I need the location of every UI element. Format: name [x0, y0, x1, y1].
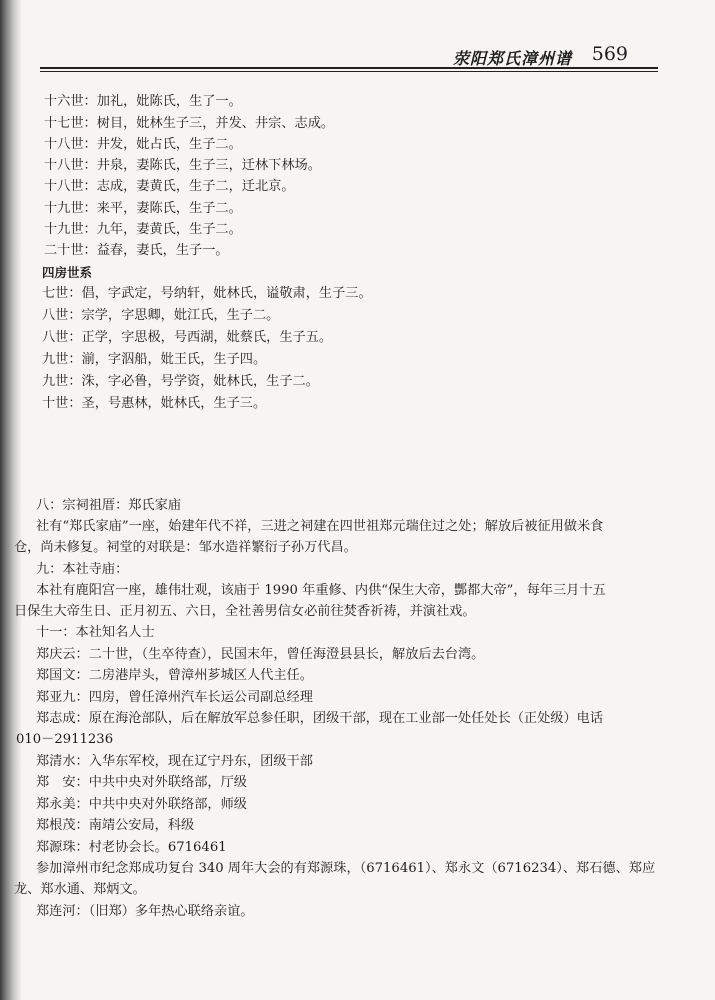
text-line: 十六世：加礼，妣陈氏，生了一。	[44, 94, 242, 109]
text-line: 十九世：来平，妻陈氏，生子二。	[44, 201, 242, 216]
text-line: 二十世：益春，妻氏，生子一。	[44, 243, 229, 258]
text-line: 郑根茂：南靖公安局，科级	[36, 818, 195, 833]
text-line: 郑亚九：四房，曾任漳州汽车长运公司副总经理	[36, 690, 313, 705]
text-line: 十一：本社知名人士	[36, 625, 155, 640]
page-header	[40, 40, 658, 72]
text-line: 八：宗祠祖厝：郑氏家庙	[36, 498, 182, 513]
text-line: 郑庆云：二十世，（生卒待查），民国末年，曾任海澄县县长，解放后去台湾。	[36, 647, 485, 662]
text-line: 十八世：井发，妣占氏，生子二。	[44, 137, 242, 152]
text-line: 七世：倡，字武定，号纳轩，妣林氏，谥敬肃，生子三。	[42, 286, 372, 301]
header-rule	[40, 67, 658, 69]
text-line: 郑源珠：村老协会长。6716461	[36, 840, 227, 855]
text-line: 社有“郑氏家庙”一座，始建年代不祥，三进之祠建在四世祖郑元瑞住过之处；解放后被征用做米食	[36, 519, 604, 534]
text-line: 郑国文：二房港岸头，曾漳州芗城区人代主任。	[36, 668, 313, 683]
text-line: 010－2911236	[16, 732, 114, 747]
text-line: 十八世：志成，妻黄氏，生子二，迁北京。	[44, 179, 295, 194]
text-line: 郑志成：原在海沧部队，后在解放军总参任职，团级干部，现在工业部一处任处长（正处级）电话	[36, 711, 604, 726]
book-binding-shadow	[0, 0, 22, 1000]
text-line: 九世：湔，字泅船，妣王氏，生子四。	[42, 352, 267, 367]
text-line: 九世：洙，字必鲁，号学资，妣林氏，生子二。	[42, 374, 319, 389]
text-line: 郑清水：入华东军校，现在辽宁丹东，团级干部	[36, 754, 313, 769]
section-heading: 四房世系	[42, 265, 93, 280]
page-number: 569	[591, 43, 628, 65]
text-line: 参加漳州市纪念郑成功复台 340 周年大会的有郑源珠，（6716461）、郑永文（6716234）、郑石德、郑应	[36, 861, 656, 876]
header-title: 荥阳郑氏漳州谱	[452, 49, 572, 68]
header-rule-thin	[40, 71, 658, 72]
text-line: 郑永美：中共中央对外联络部，师级	[36, 797, 247, 812]
text-line: 郑连河：（旧郑）多年热心联络亲谊。	[36, 904, 254, 919]
text-line: 日保生大帝生日、正月初五、六日，全社善男信女必前往焚香祈祷，并演社戏。	[14, 604, 476, 619]
text-line: 十世：圣，号惠林，妣林氏，生子三。	[42, 396, 267, 411]
text-line: 十八世：井泉，妻陈氏，生子三，迁林下林场。	[44, 158, 321, 173]
text-line: 龙、郑水通、郑炳文。	[14, 882, 146, 897]
text-line: 九：本社寺庙：	[36, 562, 129, 577]
text-line: 本社有鹿阳宫一座，雄伟壮观，该庙于 1990 年重修、内供“保生大帝，酆都大帝”，每年三月十五	[36, 583, 606, 598]
text-line: 八世：宗学，字思卿，妣江氏，生子二。	[42, 308, 280, 323]
text-line: 仓，尚未修复。祠堂的对联是：邹水造祥繁衍子孙万代昌。	[14, 540, 357, 555]
text-line: 八世：正学，字思极，号西湖，妣蔡氏，生子五。	[42, 330, 333, 345]
text-line: 十七世：树目，妣林生子三，并发、井宗、志成。	[44, 116, 335, 131]
text-line: 十九世：九年，妻黄氏，生子二。	[44, 222, 242, 237]
text-line: 郑 安：中共中央对外联络部，厅级	[36, 775, 247, 790]
